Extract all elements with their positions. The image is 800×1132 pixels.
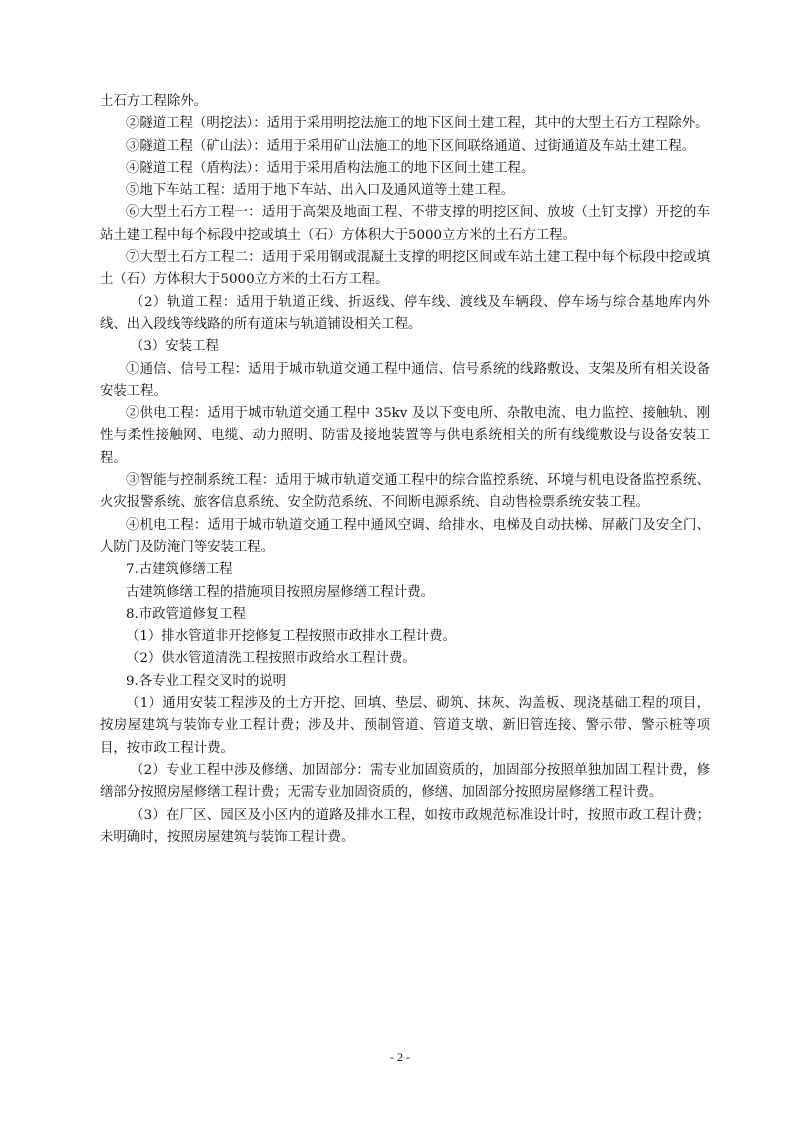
paragraph-cross-repair-reinforcement: （2）专业工程中涉及修缮、加固部分：需专业加固资质的，加固部分按照单独加固工程计费，修缮部分按照房屋修缮工程计费；无需专业加固资质的，修缮、加固部分按照房屋修缮工程计费。 bbox=[100, 762, 710, 801]
paragraph-cross-roads-drainage: （3）在厂区、园区及小区内的道路及排水工程，如按市政规范标准设计时，按照市政工程计费；未明确时，按照房屋建筑与装饰工程计费。 bbox=[100, 807, 710, 845]
paragraph-drainage-trenchless: （1）排水管道非开挖修复工程按照市政排水工程计费。 bbox=[126, 629, 456, 645]
page-number: - 2 - bbox=[390, 1050, 410, 1064]
paragraph-tunnel-mining: ③隧道工程（矿山法）：适用于采用矿山法施工的地下区间联络通道、过街通道及车站土建工程。 bbox=[126, 138, 696, 154]
heading-installation-works: （3）安装工程 bbox=[130, 339, 219, 355]
document-body bbox=[100, 91, 710, 849]
paragraph-tunnel-open-cut: ②隧道工程（明挖法）：适用于采用明挖法施工的地下区间土建工程，其中的大型土石方工程除外。 bbox=[126, 116, 709, 132]
paragraph-electromechanical: ④机电工程：适用于城市轨道交通工程中通风空调、给排水、电梯及自动扶梯、屏蔽门及安全门、人防门及防淹门等安装工程。 bbox=[100, 517, 710, 555]
heading-municipal-pipeline-repair: 8.市政管道修复工程 bbox=[126, 606, 246, 622]
paragraph-large-earthwork-one: ⑥大型土石方工程一：适用于高架及地面工程、不带支撑的明挖区间、放坡（土钉支撑）开挖的车站土建工程中每个标段中挖或填土（石）方体积大于5000立方米的土石方工程。 bbox=[100, 205, 710, 243]
paragraph-track-works: （2）轨道工程：适用于轨道正线、折返线、停车线、渡线及车辆段、停车场与综合基地库内外线、出入段线等线路的所有道床与轨道铺设相关工程。 bbox=[100, 294, 710, 332]
paragraph-underground-station: ⑤地下车站工程：适用于地下车站、出入口及通风道等土建工程。 bbox=[126, 183, 515, 199]
paragraph-earthwork-exclusion: 土石方工程除外。 bbox=[100, 94, 208, 109]
paragraph-tunnel-shield: ④隧道工程（盾构法）：适用于采用盾构法施工的地下区间土建工程。 bbox=[126, 160, 535, 176]
heading-cross-discipline: 9.各专业工程交叉时的说明 bbox=[126, 673, 287, 689]
heading-ancient-building-repair: 7.古建筑修缮工程 bbox=[126, 562, 233, 578]
paragraph-water-pipe-cleaning: （2）供水管道清洗工程按照市政给水工程计费。 bbox=[126, 651, 416, 667]
paragraph-large-earthwork-two: ⑦大型土石方工程二：适用于采用钢或混凝土支撑的明挖区间或车站土建工程中每个标段中挖或填土（石）方体积大于5000立方米的土石方工程。 bbox=[100, 250, 710, 288]
paragraph-cross-general-installation: （1）通用安装工程涉及的土方开挖、回填、垫层、砌筑、抹灰、沟盖板、现浇基础工程的项目，按房屋建筑与装饰专业工程计费；涉及井、预制管道、管道支墩、新旧管连接、警示带、警示桩等项目，按市政工程计费。 bbox=[100, 696, 710, 756]
paragraph-communication-signal: ①通信、信号工程：适用于城市轨道交通工程中通信、信号系统的线路敷设、支架及所有相关设备安装工程。 bbox=[100, 361, 710, 399]
paragraph-ancient-building-billing: 古建筑修缮工程的措施项目按照房屋修缮工程计费。 bbox=[126, 584, 434, 600]
paragraph-power-supply: ②供电工程：适用于城市轨道交通工程中 35kv 及以下变电所、杂散电流、电力监控、接触轨、刚性与柔性接触网、电缆、动力照明、防雷及接地装置等与供电系统相关的所有线缆敷设与设备安装工程。 bbox=[100, 406, 710, 466]
paragraph-intelligent-control: ③智能与控制系统工程：适用于城市轨道交通工程中的综合监控系统、环境与机电设备监控系统、火灾报警系统、旅客信息系统、安全防范系统、不间断电源系统、自动售检票系统安装工程。 bbox=[100, 473, 710, 511]
